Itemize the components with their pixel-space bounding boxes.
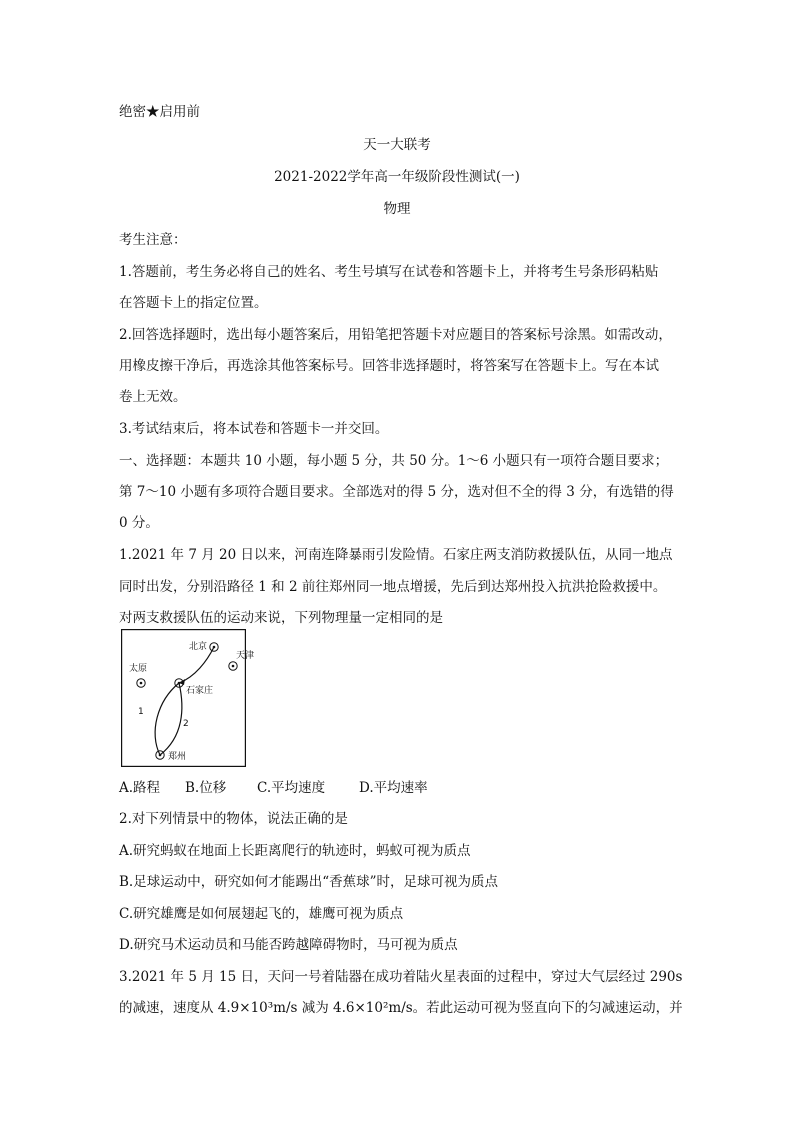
question-1-stem: 1.2021 年 7 月 20 日以来，河南连降暴雨引发险情。石家庄两支消防救援队伍，从同一地点 xyxy=(119,547,673,563)
label-shijiazhuang: 石家庄 xyxy=(186,686,214,696)
question-2-option-a: A.研究蚂蚁在地面上长距离爬行的轨迹时，蚂蚁可视为质点 xyxy=(119,843,471,859)
route-map-figure xyxy=(121,629,255,767)
secret-label: 绝密★启用前 xyxy=(119,104,200,120)
section-instructions: 第 7～10 小题有多项符合题目要求。全部选对的得 5 分，选对但不全的得 3 分，有选错的得 xyxy=(119,484,674,500)
label-path-2: 2 xyxy=(183,719,189,729)
notice-line: 卷上无效。 xyxy=(119,389,187,405)
city-taiyuan-marker xyxy=(137,679,145,687)
notice-line: 1.答题前，考生务必将自己的姓名、考生号填写在试卷和答题卡上，并将考生号条形码粘贴 xyxy=(119,264,659,280)
question-2-option-b: B.足球运动中，研究如何才能踢出“香蕉球”时，足球可视为质点 xyxy=(119,874,499,890)
exam-org: 天一大联考 xyxy=(363,137,431,153)
route-map xyxy=(121,629,255,767)
label-tianjin: 天津 xyxy=(236,651,255,661)
route-path-1 xyxy=(155,683,179,755)
city-tianjin-marker xyxy=(229,662,237,670)
question-2-stem: 2.对下列情景中的物体，说法正确的是 xyxy=(119,811,348,827)
question-1-stem: 同时出发，分别沿路径 1 和 2 前往郑州同一地点增援，先后到达郑州投入抗洪抢险救援中。 xyxy=(119,579,667,595)
notice-line: 2.回答选择题时，选出每小题答案后，用铅笔把答题卡对应题目的答案标号涂黑。如需改动， xyxy=(119,327,672,343)
notice-line: 3.考试结束后，将本试卷和答题卡一并交回。 xyxy=(119,421,389,437)
option-a: A.路程 xyxy=(119,780,161,796)
section-instructions: 0 分。 xyxy=(119,515,159,531)
label-path-1: 1 xyxy=(138,707,144,717)
exam-subject: 物理 xyxy=(383,201,411,217)
exam-title: 2021-2022学年高一年级阶段性测试(一) xyxy=(274,169,520,185)
question-3-stem: 的减速，速度从 4.9×10³m/s 减为 4.6×10²m/s。若此运动可视为竖直向下的匀减速运动，并 xyxy=(119,1000,683,1016)
label-beijing: 北京 xyxy=(189,642,208,652)
question-3-stem: 3.2021 年 5 月 15 日，天问一号着陆器在成功着陆火星表面的过程中，穿过大气层经过 290s xyxy=(119,969,683,985)
option-b: B.位移 xyxy=(185,780,227,796)
route-path-2 xyxy=(160,683,182,755)
notice-line: 在答题卡上的指定位置。 xyxy=(119,295,268,311)
question-2-option-c: C.研究雄鹰是如何展翅起飞的，雄鹰可视为质点 xyxy=(119,906,404,922)
map-frame xyxy=(122,630,246,767)
city-zhengzhou-marker xyxy=(156,751,164,759)
option-c: C.平均速度 xyxy=(257,780,326,796)
question-1-options xyxy=(119,778,428,798)
section-instructions: 一、选择题：本题共 10 小题，每小题 5 分，共 50 分。1～6 小题只有一项符合题目要求； xyxy=(119,453,669,469)
city-beijing-marker xyxy=(210,643,218,651)
notice-line: 用橡皮擦干净后，再选涂其他答案标号。回答非选择题时，将答案写在答题卡上。写在本试 xyxy=(119,358,659,374)
label-taiyuan: 太原 xyxy=(129,664,148,674)
question-1-stem: 对两支救援队伍的运动来说，下列物理量一定相同的是 xyxy=(119,610,443,626)
question-2-option-d: D.研究马术运动员和马能否跨越障碍物时，马可视为质点 xyxy=(119,937,458,953)
beijing-route xyxy=(179,647,214,683)
notice-title: 考生注意： xyxy=(119,232,187,248)
label-zhengzhou: 郑州 xyxy=(168,752,187,762)
option-d: D.平均速率 xyxy=(359,780,428,796)
